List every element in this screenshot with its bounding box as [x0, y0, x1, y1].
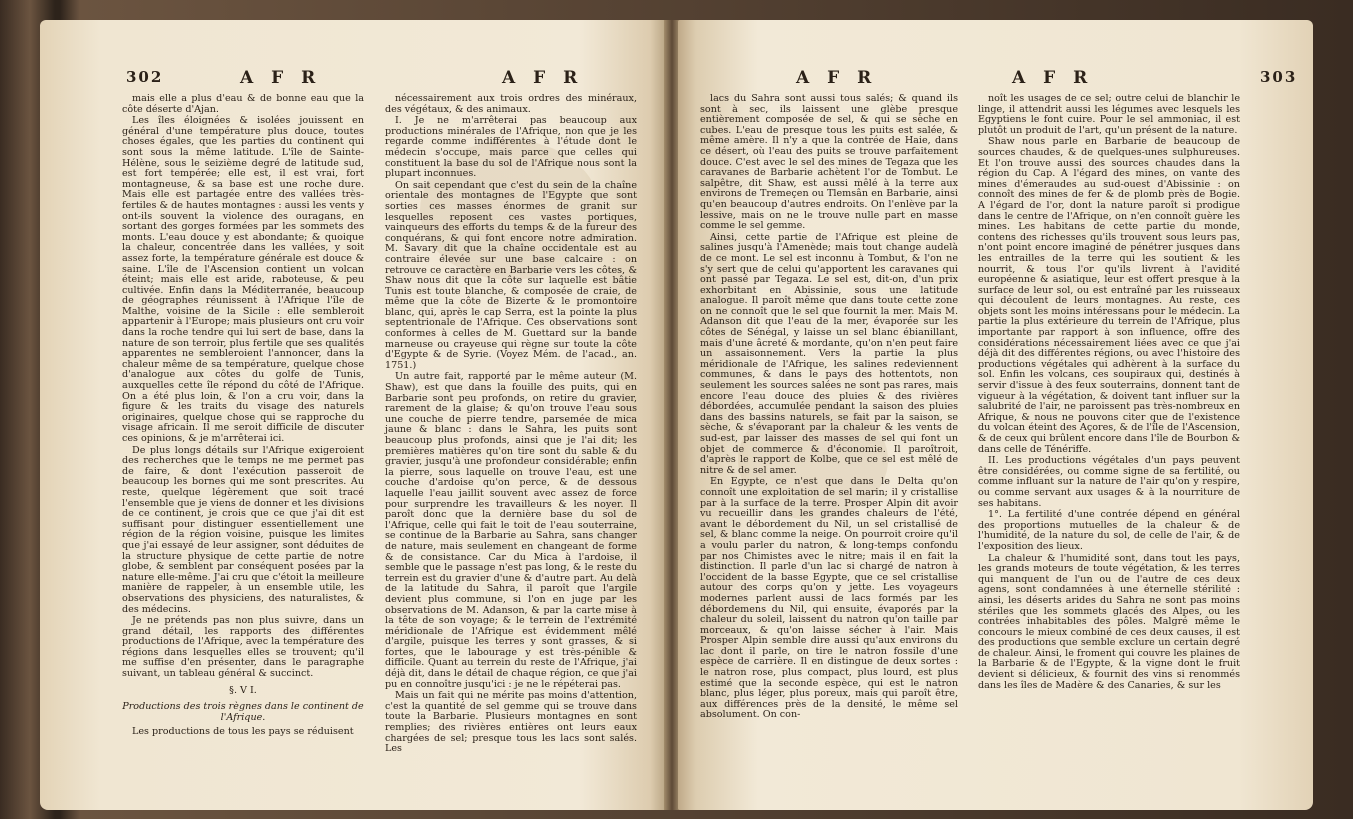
- paragraph: Les productions de tous les pays se réduisent: [132, 726, 354, 738]
- running-head: A F R: [796, 68, 878, 88]
- paragraph: nécessairement aux trois ordres des minéraux, des végétaux, & des animaux.: [385, 93, 637, 115]
- text-column-2: [385, 94, 637, 756]
- paragraph: I. Je ne m'arrêterai pas beaucoup aux productions minérales de l'Afrique, non que je les regarde comme indifférentes à l'étude dont le médecin s'occupe, mais parce que celles qui constituent la base du sol de l'Afrique nous sont la plupart inconnues.: [385, 115, 637, 180]
- paragraph: II. Les productions végétales d'un pays peuvent être considérées, ou comme signe de sa fertilité, ou comme influant sur la nature de l'air qu'on y respire, ou comme servant aux usages & à la nourriture de ses habitans.: [978, 455, 1240, 509]
- paragraph: Les îles éloignées & isolées jouissent en général d'une température plus douce, toutes choses égales, que les parties du continent qui sont sous la même latitude. L'île de Sainte-Hélène, sous le seizième degré de latitude sud, est fort tempérée; elle est, il est vrai, fort montagneuse, & sa base est une roche dure. Mais elle est partagée entre des vallées très-fertiles & de hautes montagnes : aussi les vents y ont-ils souvent la violence des ouragans, en sortant des gorges formées par les sommets des monts. L'eau douce y est abondante; & quoique la chaleur, concentrée dans les vallées, y soit assez forte, la température générale est douce & saine. L'île de l'Ascension contient un volcan éteint; mais elle est aride, raboteuse, & peu cultivée. Enfin dans la Méditerranée, beaucoup de géographes réunissent à l'Afrique l'île de Malthe, voisine de la Sicile : elle sembleroit appartenir à l'Europe; mais plusieurs ont cru voir dans la roche tendre qui lui sert de base, dans la nature de son terroir, plus fertile que ses qualités apparentes ne sembleroient l'annoncer, dans la chaleur même de sa température, quelque chose d'analogue aux côtes du golfe de Tunis, auxquelles cette île répond du côté de l'Afrique. On a été plus loin, & l'on a cru voir, dans la figure & les traits du visage des naturels originaires, quelque chose qui se rapproche du visage africain. Il me seroit difficile de discuter ces opinions, & je m'arrêterai ici.: [122, 115, 364, 444]
- paragraph: noît les usages de ce sel; outre celui de blanchir le linge, il attendrit aussi les légumes avec lesquels les Egyptiens le font cuire. Pour le sel ammoniac, il est plutôt un produit de l'art, qu'un présent de la nature.: [978, 93, 1240, 136]
- section-title: Productions des trois règnes dans le continent de l'Afrique.: [122, 701, 364, 723]
- paragraph: En Egypte, ce n'est que dans le Delta qu'on connoît une exploitation de sel marin; il y cristallise par à la surface de la terre. Prosper Alpin dit avoir vu recueillir dans les grandes chaleurs de l'été, avant le débordement du Nil, un sel cristallisé de sel, & blanc comme la neige. On pourroit croire qu'il a voulu parler du natron, & long-temps confondu par nos Chimistes avec le nitre; mais il en fait la distinction. Il parle d'un lac si chargé de natron à l'occident de la basse Egypte, que ce sel cristallise autour des corps qu'on y jette. Les voyageurs modernes parlent aussi de lacs formés par les débordemens du Nil, qui ensuite, évaporés par la chaleur du soleil, laissent du natron qu'on taille par morceaux, & qu'on laisse sécher à l'air. Mais Prosper Alpin semble dire aussi qu'aux environs du lac dont il parle, on tire le natron fossile d'une espèce de carrière. Il en distingue de deux sortes : le natron rose, plus compact, plus lourd, est plus estimé que la seconde espèce, qui est le natron blanc, plus léger, plus poreux, mais qui paroît être, aux différences près de la densité, le même sel absolument. On con-: [700, 476, 958, 721]
- paragraph: Je ne prétends pas non plus suivre, dans un grand détail, les rapports des différentes productions de l'Afrique, avec la température des régions dans lesquelles elles se trouvent; qu'il me suffise d'en présenter, dans le paragraphe suivant, un tableau général & succinct.: [122, 615, 364, 680]
- page-number: 302: [126, 68, 164, 86]
- running-head: A F R: [502, 68, 584, 88]
- paragraph: De plus longs détails sur l'Afrique exigeroient des recherches que le temps ne me permet pas de faire, & dont l'exécution passeroit de beaucoup les bornes qui me sont prescrites. Au reste, quelque légèrement que soit tracé l'ensemble que je viens de donner et les divisions de ce continent, je crois que ce que j'ai dit est suffisant pour distinguer essentiellement une région de la région voisine, puisque les limites que j'ai essayé de leur assigner, sont déduites de la structure physique de cette partie de notre globe, & semblent par conséquent posées par la nature elle-même. J'ai cru que c'étoit la meilleure manière de rappeler, à un ensemble utile, les observations des physiciens, des naturalistes, & des médecins.: [122, 444, 364, 615]
- text-column-1: [700, 94, 958, 722]
- right-page: [678, 20, 1313, 810]
- section-mark: §. V I.: [229, 684, 257, 696]
- paragraph: 1°. La fertilité d'une contrée dépend en général des proportions mutuelles de la chaleur & de l'humidité, de la nature du sol, de celle de l'air, & de l'exposition des lieux.: [978, 509, 1240, 552]
- paragraph: Ainsi, cette partie de l'Afrique est pleine de salines jusqu'à l'Amenède; mais tout change audelà de ce mont. Le sel est inconnu à Tombut, & l'on ne s'y sert que de celui qu'apportent les caravanes qui ont passé par Tegaza. Le sel est, dit-on, d'un prix exhorbitant en Abissinie, sous une latitude analogue. Il paroît même que dans toute cette zone on ne connoît que le sel que fournit la mer. Mais M. Adanson dit que l'eau de la mer, évaporée sur les côtes de Sénégal, y laisse un sel blanc ébianillant, mais d'une âcreté & mordante, qu'on n'en peut faire un assaisonnement. Vers la partie la plus méridionale de l'Afrique, les salines redeviennent communes, & dans le pays des hottentots, non seulement les sources salées ne sont pas rares, mais encore l'eau douce des pluies & des rivières débordées, accumulée pendant la saison des pluies dans des bassins naturels, se fait par la saison, se sèche, & s'évaporant par la chaleur & les vents de sud-est, par laisser des masses de sel qui font un objet de commerce & d'économie. Il paroîtroit, d'après le rapport de Kolbe, que ce sel est mêlé de nitre & de sel amer.: [700, 231, 958, 476]
- left-page: [40, 20, 666, 810]
- paragraph: On sait cependant que c'est du sein de la chaîne orientale des montagnes de l'Egypte que sont sorties ces masses énormes de granit sur lesquelles reposent ces vastes portiques, vainqueurs des efforts du temps & de la fureur des conquérans, & qui font encore notre admiration. M. Savary dit que la chaîne occidentale est au contraire élevée sur une base calcaire : on retrouve ce caractère en Barbarie vers les côtes, & Shaw nous dit que la côte sur laquelle est bâtie Tunis est toute blanche, & composée de craie, de même que la côte de Bizerte & le promontoire blanc, qui, après le cap Serra, est la pointe la plus septentrionale de l'Afrique. Ces observations sont conformes à celles de M. Guettard sur la bande marneuse ou crayeuse qui règne sur toute la côte d'Egypte & de Syrie. (Voyez Mém. de l'acad., an. 1751.): [385, 179, 637, 371]
- running-head: A F R: [240, 68, 322, 88]
- paragraph: La chaleur & l'humidité sont, dans tout les pays, les grands moteurs de toute végétation, & les terres qui manquent de l'un ou de l'autre de ces deux agens, sont condamnées à une éternelle stérilité : ainsi, les déserts arides du Sahra ne sont pas moins stériles que les sommets glacés des Alpes, ou les contrées inhabitables des pôles. Malgré même le concours le mieux combiné de ces deux causes, il est des productions que semble exclure un certain degré de chaleur. Ainsi, le froment qui couvre les plaines de la Barbarie & de l'Egypte, & la vigne dont le fruit devient si délicieux, & fournit des vins si renommés dans les îles de Madère & des Canaries, & sur les: [978, 552, 1240, 691]
- running-head: A F R: [1012, 68, 1094, 88]
- paragraph: lacs du Sahra sont aussi tous salés; & quand ils sont à sec, ils laissent une glèbe presque entièrement composée de sel, & qui se sèche en cubes. L'eau de presque tous les puits est salée, & même amère. Il n'y a que la contrée de Haie, dans ce désert, où l'eau des puits se trouve parfaitement douce. C'est avec le sel des mines de Tegaza que les caravanes de Barbarie achètent l'or de Tombut. Le salpêtre, dit Shaw, est aussi mêlé à la terre aux environs de Tremeçen ou Tlemsân en Barbarie, ainsi qu'en beaucoup d'autres endroits. On l'enlève par la lessive, mais on ne le trouve nulle part en masse comme le sel gemme.: [700, 93, 958, 232]
- text-column-2: [978, 94, 1240, 692]
- paragraph: Mais un fait qui ne mérite pas moins d'attention, c'est la quantité de sel gemme qui se trouve dans toute la Barbarie. Plusieurs montagnes en sont remplies; des rivières entières ont leurs eaux chargées de sel; presque tous les lacs sont salés. Les: [385, 690, 637, 755]
- text-column-1: [122, 94, 364, 739]
- paragraph: Shaw nous parle en Barbarie de beaucoup de sources chaudes, & de quelques-unes sulphureuses. Et l'on trouve aussi des sources chaudes dans la région du Cap. A l'égard des mines, on vante des mines d'émeraudes au sud-ouest d'Abissinie : on connoît des mines de fer & de plomb près de Bogie. A l'égard de l'or, dont la nature paroît si prodigue dans le centre de l'Afrique, on n'en connoît guère les mines. Les habitans de cette partie du monde, contens des richesses qu'ils trouvent sous leurs pas, n'ont point encore imaginé de pénétrer jusques dans les entrailles de la terre qui les soutient & les nourrit, & tous l'or qu'ils livrent à l'avidité européenne & asiatique, leur est offert presque à la surface de leur sol, ou est entraîné par les ruisseaux qui découlent de leurs montagnes. Au reste, ces objets sont les moins intéressans pour le médecin. La partie la plus extérieure du terrein de l'Afrique, plus importante par rapport à son influence, offre des considérations nécessairement liées avec ce que j'ai déjà dit des différentes régions, ou avec l'histoire des productions végétales qui adhèrent à la surface du sol. Enfin les volcans, ces soupiraux qui, destinés à servir d'issue à des feux souterrains, donnent tant de vigueur à la végétation, & doivent tant influer sur la salubrité de l'air, ne paroissent pas très-nombreux en Afrique, & nous ne pouvons citer que de l'existence du volcan éteint des Açores, & de l'île de l'Ascension, & de ceux qui brûlent encore dans l'île de Bourbon & dans celle de Ténériffe.: [978, 136, 1240, 455]
- paragraph: Un autre fait, rapporté par le même auteur (M. Shaw), est que dans la fouille des puits, qui en Barbarie sont peu profonds, on retire du gravier, rarement de la glaise; & qu'on trouve l'eau sous une couche de pierre tendre, parsemée de mica jaune & blanc : dans le Sahra, les puits sont beaucoup plus profonds, ainsi que je l'ai dit; les premières matières qu'on tire sont du sable & du gravier, jusqu'à une profondeur considérable; enfin la pierre, sous laquelle on trouve l'eau, est une couche d'ardoise qu'on perce, & de dessous laquelle l'eau jaillit souvent avec assez de force pour surprendre les travailleurs & les noyer. Il paroît donc que la dernière base du sol de l'Afrique, celle qui fait le toit de l'eau souterraine, se continue de la Barbarie au Sahra, sans changer de nature, mais seulement en changeant de forme & de consistance. Car du Mica à l'ardoise, il semble que le passage n'est pas long, & le reste du terrein est du gravier d'une & d'autre part. Au delà de la latitude du Sahra, il paroît que l'argile devient plus commune, si l'on en juge par les observations de M. Adanson, & par la carte mise à la tête de son voyage; & le terrein de l'extrémité méridionale de l'Afrique est évidemment mêlé d'argile, puisque les terres y sont grasses, & si fortes, que le labourage y est très-pénible & difficile. Quant au terrein du reste de l'Afrique, j'ai déjà dit, dans le détail de chaque région, ce que j'ai pu en connoître jusqu'ici : je ne le répéterai pas.: [385, 371, 637, 690]
- page-number: 303: [1260, 68, 1298, 86]
- paragraph: mais elle a plus d'eau & de bonne eau que la côte déserte d'Ajan.: [122, 93, 364, 115]
